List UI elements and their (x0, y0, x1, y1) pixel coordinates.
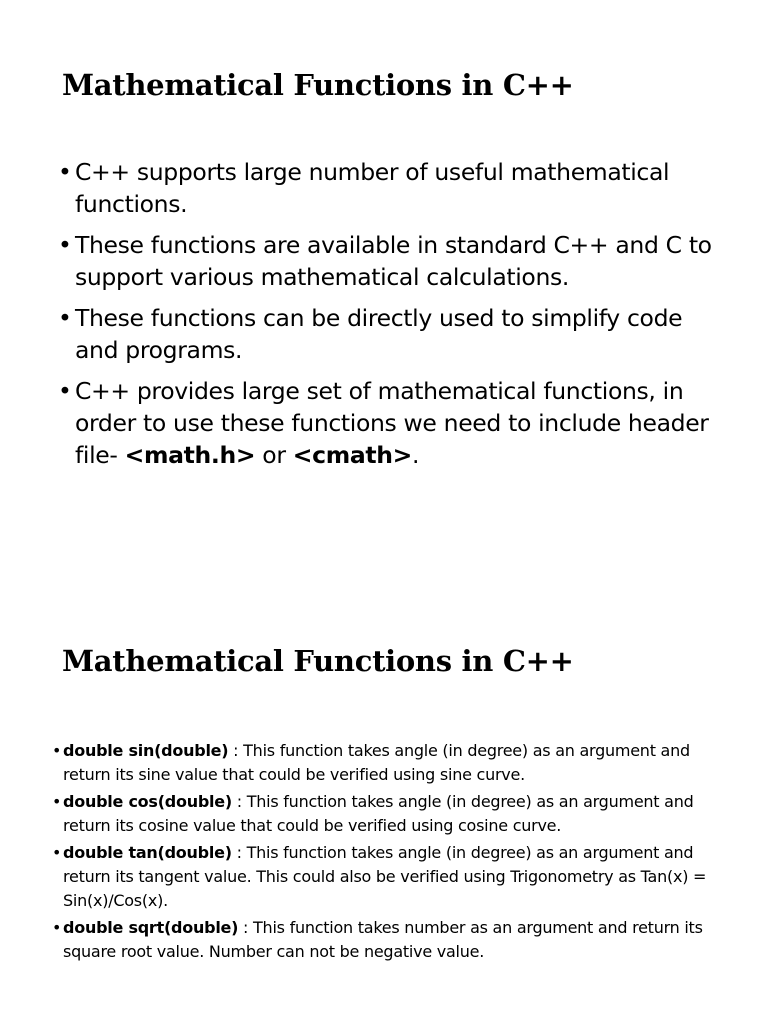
function-item-tan (52, 841, 732, 913)
bullet-dot: • (52, 741, 62, 760)
bullet-text: or (255, 441, 293, 469)
function-description: : This function takes angle (in degree) as an argument and return its sine value that could be verified using sine curve. (63, 741, 690, 784)
bullet-dot: • (58, 231, 72, 259)
bullet-dot: • (52, 918, 62, 937)
header-file-cmath: <cmath> (292, 441, 412, 469)
bullet-item (58, 302, 718, 366)
function-signature: double sqrt(double) (63, 918, 239, 937)
slide-2-bullet-list (52, 739, 732, 967)
bullet-item (58, 375, 718, 471)
bullet-text: C++ supports large number of useful mathematical functions. (75, 158, 670, 218)
bullet-dot: • (58, 304, 72, 332)
function-description: : This function takes number as an argument and return its square root value. Number can not be negative value. (63, 918, 703, 961)
bullet-dot: • (52, 843, 62, 862)
bullet-text: C++ provides large set of mathematical functions, in order to use these functions we need to include header file- (75, 377, 709, 469)
slide-2 (0, 576, 768, 1024)
bullet-dot: • (52, 792, 62, 811)
bullet-dot: • (58, 158, 72, 186)
function-signature: double tan(double) (63, 843, 232, 862)
bullet-text: . (411, 441, 420, 469)
bullet-text: These functions are available in standard C++ and C to support various mathematical calculations. (75, 231, 712, 291)
bullet-item (58, 156, 718, 220)
bullet-text: These functions can be directly used to simplify code and programs. (75, 304, 683, 364)
bullet-item (58, 229, 718, 293)
function-description: : This function takes angle (in degree) as an argument and return its tangent value. This could also be verified using Trigonometry as Tan(x) = Sin(x)/Cos(x). (63, 843, 707, 910)
slide-1-bullet-list (58, 156, 718, 480)
function-description: : This function takes angle (in degree) as an argument and return its cosine value that could be verified using cosine curve. (63, 792, 694, 835)
slide-2-title: Mathematical Functions in C++ (62, 644, 574, 678)
function-item-cos (52, 790, 732, 838)
function-item-sin (52, 739, 732, 787)
header-file-math-h: <math.h> (124, 441, 256, 469)
bullet-dot: • (58, 377, 72, 405)
function-item-sqrt (52, 916, 732, 964)
function-signature: double sin(double) (63, 741, 229, 760)
slide-1-title: Mathematical Functions in C++ (62, 68, 574, 102)
function-signature: double cos(double) (63, 792, 232, 811)
